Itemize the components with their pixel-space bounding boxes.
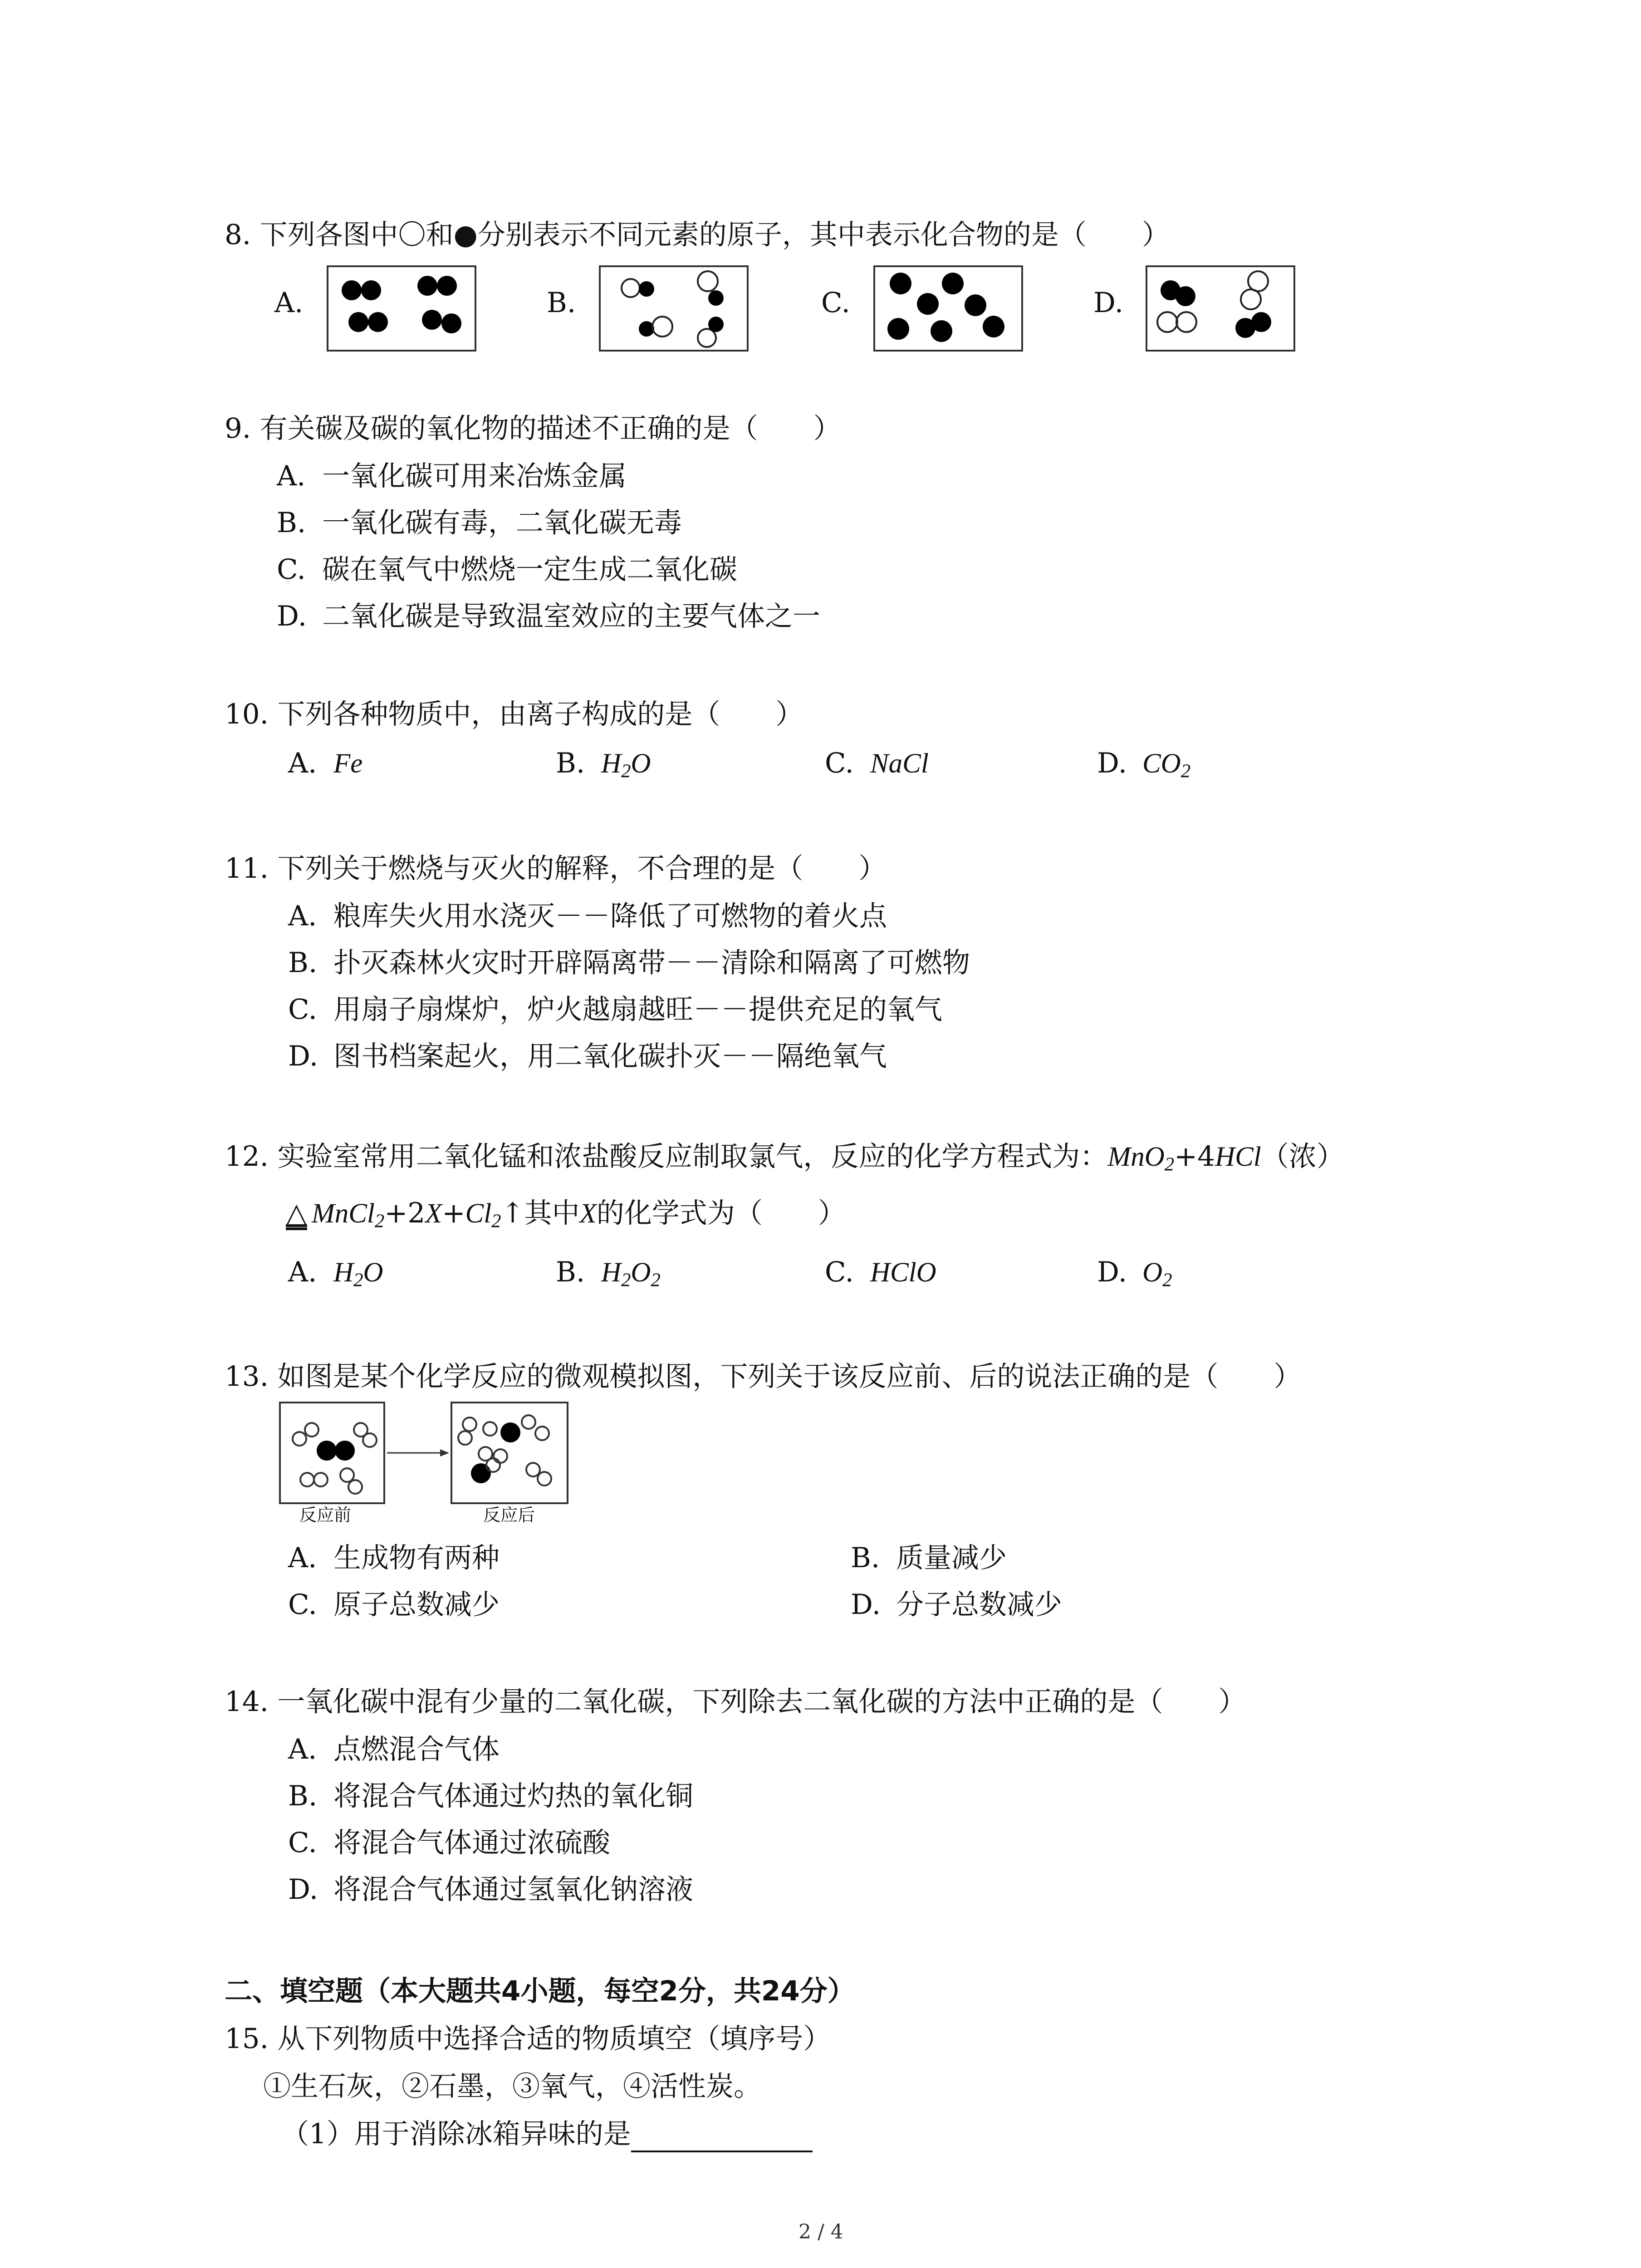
option-text: 将混合气体通过灼热的氧化铜 — [333, 1780, 694, 1812]
option-text: 分子总数减少 — [896, 1589, 1063, 1621]
q15-sub1 — [281, 2116, 813, 2152]
option-label: B. — [556, 747, 585, 779]
option-label: C. — [288, 993, 317, 1026]
q8-stem: 8. 下列各图中〇和●分别表示不同元素的原子，其中表示化合物的是（ ） — [225, 219, 1170, 251]
q13-option-b — [851, 1540, 1007, 1576]
q12-stem-line2 — [286, 1195, 846, 1232]
q15-stem: 15. 从下列物质中选择合适的物质填空（填序号） — [225, 2023, 831, 2055]
q12-stem-line1 — [225, 1139, 1344, 1175]
option-label: B. — [288, 1780, 318, 1812]
option-text: 扑灭森林火灾时开辟隔离带－－清除和隔离了可燃物 — [333, 947, 970, 979]
q9-option-b — [277, 505, 682, 541]
formula: +2 — [384, 1197, 426, 1229]
formula: MnCl — [311, 1198, 375, 1229]
q9-option-a — [277, 458, 627, 494]
formula: H — [601, 1257, 622, 1288]
q13-option-a — [288, 1540, 500, 1576]
option-label: A. — [277, 460, 306, 492]
option-text: 原子总数减少 — [333, 1589, 500, 1621]
q13-option-c — [288, 1587, 500, 1623]
option-label: D. — [288, 1040, 318, 1072]
stem-text: 的化学式为（ ） — [596, 1197, 846, 1229]
section-title: 二、填空题（本大题共4小题，每空2分，共24分） — [225, 1975, 855, 2007]
formula: Cl — [465, 1198, 492, 1229]
q12-option-d — [1097, 1254, 1172, 1291]
formula: H — [601, 748, 622, 779]
q11-option-d — [288, 1038, 887, 1075]
option-text: 质量减少 — [896, 1542, 1007, 1574]
subscript: 2 — [621, 760, 631, 782]
subscript: 2 — [651, 1269, 661, 1291]
q14-option-c — [288, 1825, 610, 1861]
option-text: 二氧化碳是导致温室效应的主要气体之一 — [322, 600, 821, 632]
formula: NaCl — [870, 748, 929, 779]
subscript: 2 — [621, 1269, 631, 1291]
q11-option-b — [288, 945, 970, 981]
q9-option-d — [277, 598, 820, 635]
q13-caption-after: 反应后 — [483, 1505, 535, 1525]
formula: O — [631, 748, 651, 779]
q8-figure-d — [1146, 265, 1295, 352]
q12-option-c — [825, 1254, 936, 1291]
option-label: D. — [1097, 1256, 1127, 1288]
q8-figure-c — [873, 265, 1023, 352]
subscript: 2 — [353, 1269, 363, 1291]
option-label: C. — [825, 747, 854, 779]
q8-option-d-label: D. — [1093, 287, 1124, 319]
q15-sub1-text: （1）用于消除冰箱异味的是 — [281, 2118, 631, 2150]
q14-stem: 14. 一氧化碳中混有少量的二氧化碳，下列除去二氧化碳的方法中正确的是（ ） — [225, 1686, 1246, 1718]
option-label: B. — [277, 507, 306, 539]
option-label: C. — [288, 1589, 317, 1621]
option-text: 一氧化碳可用来冶炼金属 — [322, 460, 627, 492]
subscript: 2 — [1181, 760, 1191, 782]
option-label: B. — [288, 947, 318, 979]
formula: + — [442, 1197, 465, 1229]
option-text: 图书档案起火，用二氧化碳扑灭－－隔绝氧气 — [333, 1040, 887, 1072]
option-text: 用扇子扇煤炉，炉火越扇越旺－－提供充足的氧气 — [333, 993, 943, 1026]
formula: HCl — [1215, 1142, 1261, 1172]
option-label: A. — [288, 747, 317, 779]
formula: Fe — [333, 748, 363, 779]
q12-option-a — [288, 1254, 383, 1291]
formula: X — [579, 1198, 597, 1229]
q8-figure-a — [327, 265, 476, 352]
answer-blank[interactable] — [631, 2123, 813, 2152]
q14-option-b — [288, 1778, 693, 1814]
q12-option-b — [556, 1254, 661, 1291]
q8-option-a-label: A. — [274, 287, 304, 319]
formula: MnO — [1107, 1142, 1165, 1172]
option-text: 点燃混合气体 — [333, 1733, 500, 1765]
formula: +4 — [1174, 1140, 1215, 1173]
formula: O — [631, 1257, 651, 1288]
q13-option-d — [851, 1587, 1062, 1623]
option-label: B. — [556, 1256, 585, 1288]
option-text: 一氧化碳有毒，二氧化碳无毒 — [322, 507, 682, 539]
q9-stem: 9. 有关碳及碳的氧化物的描述不正确的是（ ） — [225, 412, 841, 445]
subscript: 2 — [374, 1210, 385, 1232]
option-label: C. — [288, 1827, 317, 1859]
option-label: D. — [288, 1873, 318, 1906]
formula: H — [333, 1257, 354, 1288]
q14-option-a — [288, 1731, 500, 1768]
option-text: 将混合气体通过氢氧化钠溶液 — [333, 1873, 694, 1906]
subscript: 2 — [491, 1210, 501, 1232]
option-label: D. — [1097, 747, 1127, 779]
q13-caption-before: 反应前 — [299, 1505, 352, 1525]
option-text: 粮库失火用水浇灭－－降低了可燃物的着火点 — [333, 900, 887, 932]
q10-option-b — [556, 745, 651, 782]
formula: X — [425, 1198, 442, 1229]
page-number: 2 / 4 — [798, 2220, 843, 2244]
formula: O — [1142, 1257, 1163, 1288]
heating-condition: △ — [286, 1197, 307, 1229]
option-label: D. — [277, 600, 307, 632]
q11-stem: 11. 下列关于燃烧与灭火的解释，不合理的是（ ） — [225, 852, 887, 885]
q14-option-d — [288, 1872, 693, 1908]
formula: CO — [1142, 748, 1181, 779]
option-label: C. — [277, 553, 306, 586]
option-label: A. — [288, 1256, 317, 1288]
stem-text: ↑其中 — [501, 1197, 580, 1229]
option-label: B. — [851, 1542, 880, 1574]
formula: O — [363, 1257, 383, 1288]
q10-stem: 10. 下列各种物质中，由离子构成的是（ ） — [225, 698, 803, 730]
option-label: C. — [825, 1256, 854, 1288]
option-text: 碳在氧气中燃烧一定生成二氧化碳 — [322, 553, 738, 586]
q9-option-c — [277, 552, 737, 588]
option-label: D. — [851, 1589, 881, 1621]
formula: HClO — [870, 1257, 936, 1288]
option-text: 生成物有两种 — [333, 1542, 500, 1574]
q10-option-a — [288, 745, 362, 782]
q8-figure-b — [599, 265, 749, 352]
q8-option-b-label: B. — [547, 287, 576, 319]
q8-option-c-label: C. — [821, 287, 850, 319]
q11-option-a — [288, 898, 887, 934]
q15-items: ①生石灰，②石墨，③氧气，④活性炭。 — [263, 2070, 762, 2102]
q13-stem: 13. 如图是某个化学反应的微观模拟图，下列关于该反应前、后的说法正确的是（ ） — [225, 1360, 1302, 1393]
q10-option-c — [825, 745, 929, 782]
subscript: 2 — [1162, 1269, 1172, 1291]
option-label: A. — [288, 1733, 317, 1765]
q10-option-d — [1097, 745, 1190, 782]
subscript: 2 — [1164, 1154, 1175, 1175]
option-label: A. — [288, 900, 317, 932]
formula: （浓） — [1261, 1140, 1344, 1173]
q11-option-c — [288, 992, 942, 1028]
q12-stem-text: 12. 实验室常用二氧化锰和浓盐酸反应制取氯气，反应的化学方程式为： — [225, 1140, 1108, 1173]
option-label: A. — [288, 1542, 317, 1574]
option-text: 将混合气体通过浓硫酸 — [333, 1827, 611, 1859]
